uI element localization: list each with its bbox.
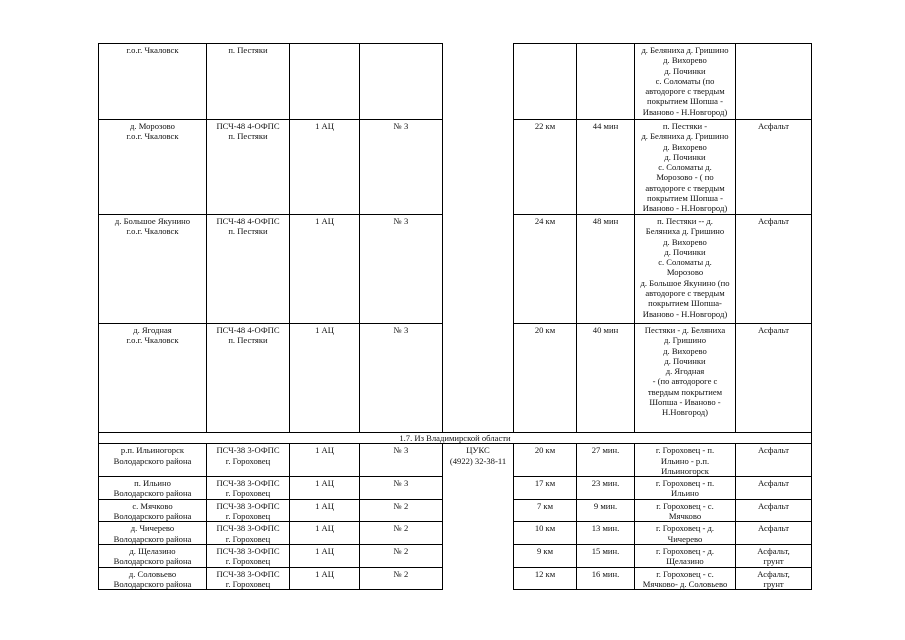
cell-text-line: твердым покрытием	[647, 386, 723, 397]
cell-text-line: - (по автодороге с	[652, 376, 718, 387]
travel-time-cell	[577, 120, 635, 215]
travel-time-cell	[577, 44, 635, 120]
cell-text-line: д. Вихорево	[663, 345, 707, 356]
travel-time-cell	[577, 324, 635, 433]
cell-text: Асфальт	[757, 216, 789, 226]
cell-text-line: д. Соловьево	[128, 568, 177, 579]
cell-text-line: Морозово - ( по	[656, 172, 714, 183]
cell-text-line: ПСЧ-38 3-ОФПС	[216, 445, 280, 456]
cell-text: 44 мин	[592, 121, 619, 131]
cell-text: № 2	[393, 545, 409, 556]
cell-text: 1 АЦ	[315, 216, 334, 226]
cell-text-line: покрытием Шопша -	[647, 96, 723, 107]
settlement-cell	[99, 215, 207, 324]
cell-text-line: п. Пестяки	[228, 131, 268, 142]
cell-text: 20 км	[534, 445, 556, 456]
dispatch-route-table	[98, 43, 812, 590]
cell-text: Асфальт	[757, 445, 789, 456]
cell-text-line: г. Гороховец	[225, 556, 271, 567]
table-row	[99, 444, 812, 477]
cell-text: № 3	[393, 216, 409, 226]
cell-text: № 3	[393, 445, 409, 456]
fire-unit-cell	[207, 324, 290, 433]
road-surface-cell	[736, 477, 812, 500]
cell-text-line: покрытием Шопша-	[648, 298, 722, 309]
cell-text-line: д. Починки	[664, 355, 706, 366]
cell-text: 48 мин	[592, 216, 619, 226]
cell-text-line: п. Пестяки	[228, 226, 268, 237]
cell-text-line: д. Вихорево	[663, 141, 707, 152]
cell-text: 9 мин.	[593, 500, 618, 511]
section-title: 1.7. Из Владимирской области	[99, 433, 812, 444]
cell-text: 40 мин	[592, 325, 619, 335]
route-cell	[635, 567, 736, 590]
cell-text: № 2	[393, 568, 409, 579]
cell-text-line: п. Пестяки	[228, 45, 268, 55]
route-cell	[635, 120, 736, 215]
cell-text-line: г.о.г. Чкаловск	[126, 131, 179, 142]
cell-text-line: г. Гороховец - с.	[656, 568, 714, 579]
cell-text: 1 АЦ	[315, 478, 334, 489]
cell-text-line: Чичерево	[667, 533, 703, 544]
dispatch-contact-cell	[443, 120, 514, 215]
cell-text-line: д. Вихорево	[663, 236, 707, 247]
equipment-cell	[290, 215, 360, 324]
cell-text-line: (4922) 32-38-11	[449, 455, 507, 466]
cell-text: 1 АЦ	[315, 121, 334, 131]
cell-text-line: Мячково- д. Соловьево	[642, 578, 728, 589]
dispatch-contact-cell	[443, 544, 514, 567]
cell-text-line: ПСЧ-48 4-ОФПС	[216, 325, 280, 335]
road-surface-cell	[736, 215, 812, 324]
route-cell	[635, 499, 736, 522]
road-surface-cell	[736, 499, 812, 522]
distance-cell	[514, 215, 577, 324]
cell-text: 27 мин.	[591, 445, 620, 456]
route-cell	[635, 44, 736, 120]
cell-text-line: Иваново - Н.Новгород)	[642, 106, 728, 117]
cell-text: 1 АЦ	[315, 568, 334, 579]
cell-text-line: д. Починки	[664, 246, 706, 257]
call-number-cell	[360, 324, 443, 433]
cell-text-line: Володарского района	[113, 556, 192, 567]
cell-text: № 2	[393, 523, 409, 534]
dispatch-contact-cell	[443, 522, 514, 545]
cell-text-line: д. Большое Якунино	[114, 216, 191, 226]
table-row	[99, 44, 812, 120]
route-cell	[635, 477, 736, 500]
dispatch-contact-cell	[443, 444, 514, 477]
fire-unit-cell	[207, 477, 290, 500]
cell-text-line: автодороге с твердым	[645, 288, 725, 299]
cell-text-line: д. Починки	[664, 65, 706, 76]
cell-text: 17 км	[534, 478, 556, 489]
dispatch-contact-cell	[443, 567, 514, 590]
table-row	[99, 120, 812, 215]
dispatch-contact-cell	[443, 499, 514, 522]
road-surface-cell	[736, 567, 812, 590]
settlement-cell	[99, 444, 207, 477]
call-number-cell	[360, 215, 443, 324]
cell-text-line: Ильиногорск	[661, 465, 709, 476]
travel-time-cell	[577, 215, 635, 324]
cell-text-line: п. Пестяки -- д.	[657, 216, 713, 226]
dispatch-contact-cell	[443, 215, 514, 324]
route-cell	[635, 215, 736, 324]
cell-text-line: ПСЧ-38 3-ОФПС	[216, 523, 280, 534]
cell-text-line: ПСЧ-38 3-ОФПС	[216, 500, 280, 511]
table-row	[99, 324, 812, 433]
table-body	[99, 44, 812, 590]
cell-text-line: Шопша - Иваново -	[649, 397, 721, 408]
cell-text-line: покрытием Шопша -	[647, 193, 723, 204]
call-number-cell	[360, 120, 443, 215]
dispatch-contact-cell	[443, 477, 514, 500]
distance-cell	[514, 567, 577, 590]
travel-time-cell	[577, 444, 635, 477]
equipment-cell	[290, 499, 360, 522]
road-surface-cell	[736, 544, 812, 567]
distance-cell	[514, 444, 577, 477]
cell-text-line: автодороге с твердым	[645, 86, 725, 97]
cell-text-line: г.о.г. Чкаловск	[126, 45, 179, 55]
cell-text-line: ПСЧ-38 3-ОФПС	[216, 478, 280, 489]
fire-unit-cell	[207, 499, 290, 522]
cell-text: 15 мин.	[591, 545, 620, 556]
cell-text: Асфальт	[757, 325, 789, 335]
cell-text-line: Беляниха д. Гришино	[645, 226, 725, 237]
settlement-cell	[99, 120, 207, 215]
travel-time-cell	[577, 499, 635, 522]
cell-text-line: п. Пестяки	[228, 335, 268, 346]
table-row	[99, 499, 812, 522]
table-row	[99, 477, 812, 500]
cell-text-line: г. Гороховец - с.	[656, 500, 714, 511]
cell-text: 1 АЦ	[315, 523, 334, 534]
cell-text: № 3	[393, 478, 409, 489]
distance-cell	[514, 522, 577, 545]
cell-text-line: д. Вихорево	[663, 55, 707, 66]
distance-cell	[514, 477, 577, 500]
cell-text: № 3	[393, 325, 409, 335]
cell-text-line: д. Большое Якунино (по	[640, 277, 730, 288]
cell-text-line: Ильино - р.п.	[660, 455, 710, 466]
cell-text-line: Н.Новгород)	[661, 407, 709, 418]
fire-unit-cell	[207, 44, 290, 120]
cell-text-line: Володарского района	[113, 455, 192, 466]
document-page	[98, 43, 811, 590]
cell-text: 23 мин.	[591, 478, 620, 489]
cell-text-line: ПСЧ-38 3-ОФПС	[216, 568, 280, 579]
road-surface-cell	[736, 522, 812, 545]
cell-text-line: Морозово	[666, 267, 704, 278]
equipment-cell	[290, 444, 360, 477]
call-number-cell	[360, 522, 443, 545]
cell-text-line: г. Гороховец - п.	[655, 478, 715, 489]
cell-text: 10 км	[534, 523, 556, 534]
fire-unit-cell	[207, 522, 290, 545]
dispatch-contact-cell	[443, 44, 514, 120]
cell-text-line: ЦУКС	[466, 445, 490, 456]
cell-text-line: д. Беляниха д. Гришино	[641, 131, 729, 142]
settlement-cell	[99, 544, 207, 567]
cell-text-line: д. Чичерево	[130, 523, 175, 534]
cell-text-line: г.о.г. Чкаловск	[126, 226, 179, 237]
cell-text-line: с. Соломаты д.	[658, 162, 712, 173]
cell-text: 20 км	[534, 325, 556, 335]
equipment-cell	[290, 522, 360, 545]
cell-text-line: автодороге с твердым	[645, 182, 725, 193]
call-number-cell	[360, 499, 443, 522]
table-row	[99, 544, 812, 567]
cell-text-line: д. Ягодная	[133, 325, 172, 335]
cell-text: Асфальт	[757, 500, 789, 511]
travel-time-cell	[577, 544, 635, 567]
cell-text: № 2	[393, 500, 409, 511]
distance-cell	[514, 499, 577, 522]
cell-text-line: г. Гороховец - д.	[655, 545, 715, 556]
cell-text-line: п. Ильино	[134, 478, 171, 489]
equipment-cell	[290, 477, 360, 500]
travel-time-cell	[577, 477, 635, 500]
dispatch-contact-cell	[443, 324, 514, 433]
cell-text-line: Володарского района	[113, 578, 192, 589]
cell-text-line: г.о.г. Чкаловск	[126, 335, 179, 346]
cell-text-line: с. Соломаты (по	[655, 75, 715, 86]
cell-text-line: Мячково	[668, 511, 702, 522]
cell-text: 7 км	[536, 500, 554, 511]
cell-text: 22 км	[534, 121, 556, 131]
cell-text: 1 АЦ	[315, 325, 334, 335]
cell-text-line: д. Беляниха д. Гришино	[641, 45, 729, 55]
cell-text: Асфальт,	[757, 568, 790, 579]
settlement-cell	[99, 522, 207, 545]
call-number-cell	[360, 444, 443, 477]
cell-text-line: д. Починки	[664, 151, 706, 162]
call-number-cell	[360, 544, 443, 567]
travel-time-cell	[577, 567, 635, 590]
cell-text-line: Иваново - Н.Новгород)	[642, 203, 728, 214]
cell-text-line: г. Гороховец	[225, 488, 271, 499]
road-surface-cell	[736, 44, 812, 120]
cell-text: 1 АЦ	[315, 500, 334, 511]
cell-text: Асфальт	[757, 523, 789, 534]
section-row	[99, 433, 812, 444]
cell-text-line: г. Гороховец	[225, 533, 271, 544]
route-cell	[635, 544, 736, 567]
cell-text-line: Ильино	[671, 488, 699, 499]
distance-cell	[514, 324, 577, 433]
settlement-cell	[99, 324, 207, 433]
cell-text-line: ПСЧ-48 4-ОФПС	[216, 216, 280, 226]
settlement-cell	[99, 567, 207, 590]
cell-text: 9 км	[536, 545, 554, 556]
cell-text-line: г. Гороховец	[225, 455, 271, 466]
cell-text-line: п. Пестяки -	[662, 121, 708, 131]
cell-text: 24 км	[534, 216, 556, 226]
equipment-cell	[290, 567, 360, 590]
cell-text: Асфальт,	[757, 545, 790, 556]
distance-cell	[514, 544, 577, 567]
cell-text-line: г. Гороховец - д.	[655, 523, 715, 534]
cell-text-line: д. Гришино	[663, 335, 707, 346]
cell-text-line: д. Щелазино	[129, 545, 176, 556]
cell-text-line: г. Гороховец	[225, 511, 271, 522]
equipment-cell	[290, 544, 360, 567]
road-surface-cell	[736, 120, 812, 215]
route-cell	[635, 522, 736, 545]
cell-text-line: с. Соломаты д.	[658, 257, 712, 268]
fire-unit-cell	[207, 215, 290, 324]
cell-text: № 3	[393, 121, 409, 131]
cell-text: Асфальт	[757, 478, 789, 489]
cell-text-line: ПСЧ-38 3-ОФПС	[216, 545, 280, 556]
fire-unit-cell	[207, 444, 290, 477]
route-cell	[635, 324, 736, 433]
cell-text-line: Володарского района	[113, 488, 192, 499]
travel-time-cell	[577, 522, 635, 545]
table-row	[99, 215, 812, 324]
cell-text: 16 мин.	[591, 568, 620, 579]
settlement-cell	[99, 499, 207, 522]
table-row	[99, 567, 812, 590]
cell-text-line: Иваново - Н.Новгород)	[642, 308, 728, 319]
fire-unit-cell	[207, 544, 290, 567]
cell-text-line: д. Ягодная	[665, 366, 705, 377]
cell-text: 12 км	[534, 568, 556, 579]
cell-text-line: Володарского района	[113, 511, 192, 522]
cell-text-line: г. Гороховец - п.	[655, 445, 715, 456]
fire-unit-cell	[207, 120, 290, 215]
cell-text-line: Щелазино	[666, 556, 704, 567]
cell-text-line: р.п. Ильиногорск	[120, 445, 185, 456]
equipment-cell	[290, 324, 360, 433]
cell-text-line: Володарского района	[113, 533, 192, 544]
call-number-cell	[360, 44, 443, 120]
cell-text: 1 АЦ	[315, 445, 334, 456]
cell-text: грунт	[763, 578, 784, 589]
equipment-cell	[290, 120, 360, 215]
cell-text: 13 мин.	[591, 523, 620, 534]
cell-text: 1 АЦ	[315, 545, 334, 556]
settlement-cell	[99, 44, 207, 120]
cell-text: грунт	[763, 556, 784, 567]
distance-cell	[514, 44, 577, 120]
distance-cell	[514, 120, 577, 215]
cell-text-line: Пестяки - д. Беляниха	[644, 325, 726, 335]
settlement-cell	[99, 477, 207, 500]
road-surface-cell	[736, 444, 812, 477]
cell-text: Асфальт	[757, 121, 789, 131]
cell-text-line: д. Морозово	[130, 121, 175, 131]
cell-text-line: г. Гороховец	[225, 578, 271, 589]
call-number-cell	[360, 477, 443, 500]
fire-unit-cell	[207, 567, 290, 590]
cell-text-line: ПСЧ-48 4-ОФПС	[216, 121, 280, 131]
route-cell	[635, 444, 736, 477]
road-surface-cell	[736, 324, 812, 433]
call-number-cell	[360, 567, 443, 590]
equipment-cell	[290, 44, 360, 120]
cell-text-line: с. Мячково	[132, 500, 173, 511]
table-row	[99, 522, 812, 545]
